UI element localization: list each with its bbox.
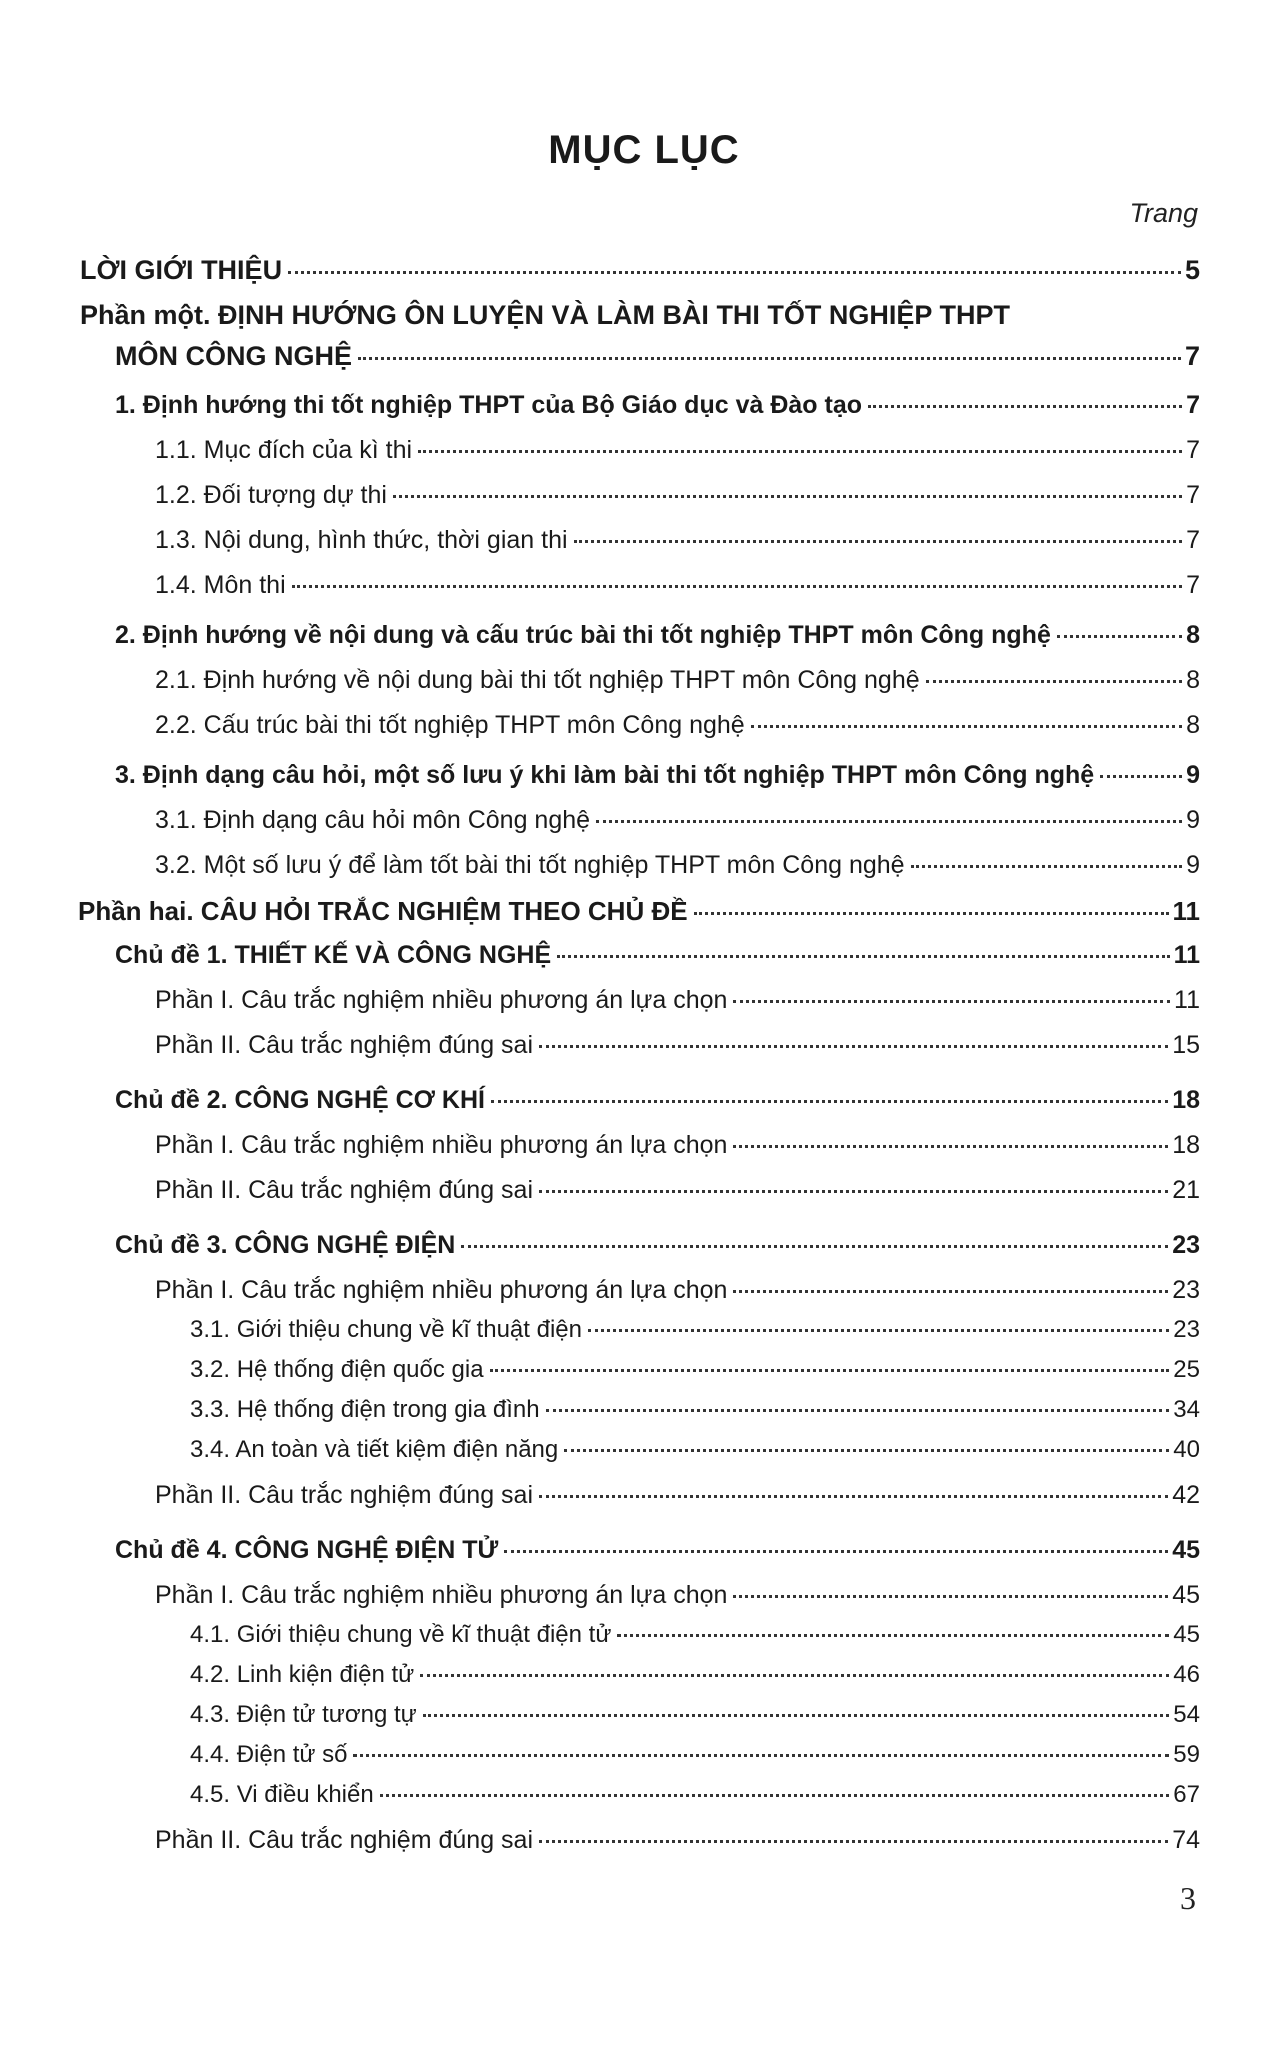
toc-entry: [115, 941, 1200, 970]
toc-entry-page: 74: [1172, 1826, 1200, 1854]
page-number: 3: [1180, 1880, 1196, 1916]
toc-entry-page: 7: [1186, 481, 1200, 509]
toc-entry-label: 3.4. An toàn và tiết kiệm điện năng: [190, 1436, 559, 1463]
toc-entry: [190, 1621, 1200, 1649]
toc-leader-dots: [733, 1595, 1168, 1598]
toc-entry: [155, 851, 1200, 880]
toc-entry: [155, 666, 1200, 695]
toc-leader-dots: [733, 1290, 1168, 1293]
toc-leader-dots: [380, 1794, 1170, 1797]
toc-entry-page: 25: [1173, 1356, 1200, 1383]
toc-entry-label: Phần I. Câu trắc nghiệm nhiều phương án lựa chọn: [155, 1131, 728, 1159]
toc-entry: [155, 1276, 1200, 1305]
toc-entry-label: 4.1. Giới thiệu chung về kĩ thuật điện tử: [190, 1621, 612, 1648]
toc-entry-page: 40: [1173, 1436, 1200, 1463]
toc-entry: [115, 761, 1200, 790]
toc-entry-page: 7: [1184, 341, 1200, 371]
toc-entry-page: 7: [1186, 526, 1200, 554]
toc-entry-page: 45: [1173, 1621, 1200, 1648]
toc-entry-page: 23: [1173, 1316, 1200, 1343]
toc-entry-label: Phần II. Câu trắc nghiệm đúng sai: [155, 1481, 534, 1509]
toc-entry-label: 3. Định dạng câu hỏi, một số lưu ý khi làm bài thi tốt nghiệp THPT môn Công nghệ: [115, 761, 1095, 789]
toc-entry-page: 45: [1172, 1581, 1200, 1609]
toc-entry-label: 3.1. Định dạng câu hỏi môn Công nghệ: [155, 806, 591, 834]
toc-leader-dots: [546, 1409, 1170, 1412]
toc-entry-label: Phần II. Câu trắc nghiệm đúng sai: [155, 1176, 534, 1204]
toc-entry-label: Phần I. Câu trắc nghiệm nhiều phương án lựa chọn: [155, 1581, 728, 1609]
toc-entry-page: 23: [1172, 1276, 1200, 1304]
toc-entry: [190, 1741, 1200, 1769]
toc-entry: [155, 571, 1200, 600]
toc-leader-dots: [491, 1100, 1168, 1103]
toc-entry: [115, 391, 1200, 420]
toc-leader-dots: [733, 1145, 1168, 1148]
toc-entry-page: 8: [1186, 621, 1200, 649]
toc-entry-label: Phần I. Câu trắc nghiệm nhiều phương án lựa chọn: [155, 986, 728, 1014]
toc-entry-label: Phần I. Câu trắc nghiệm nhiều phương án lựa chọn: [155, 1276, 728, 1304]
toc-entry-page: 11: [1173, 941, 1200, 969]
toc-entry-label: Chủ đề 1. THIẾT KẾ VÀ CÔNG NGHỆ: [115, 941, 552, 969]
toc-leader-dots: [539, 1495, 1168, 1498]
toc-leader-dots: [539, 1045, 1168, 1048]
toc-leader-dots: [926, 680, 1182, 683]
toc-entry-page: 34: [1173, 1396, 1200, 1423]
toc-entry-label: 3.2. Một số lưu ý để làm tốt bài thi tốt nghiệp THPT môn Công nghệ: [155, 851, 905, 879]
toc-entry-page: 46: [1173, 1661, 1200, 1688]
toc-entry: [190, 1356, 1200, 1384]
toc-entry-page: 7: [1186, 436, 1200, 464]
toc-leader-dots: [588, 1329, 1169, 1332]
toc-entry-page: 5: [1184, 255, 1200, 285]
toc-entry-page: 54: [1173, 1701, 1200, 1728]
toc-entry-page: 7: [1186, 391, 1200, 419]
toc-entry: [155, 711, 1200, 740]
toc-entry-page: 18: [1172, 1131, 1200, 1159]
toc-entry: [190, 1701, 1200, 1729]
toc-entry-label: 1.3. Nội dung, hình thức, thời gian thi: [155, 526, 568, 554]
toc-entry-label: Phần II. Câu trắc nghiệm đúng sai: [155, 1031, 534, 1059]
toc-entry-page: 11: [1172, 896, 1200, 926]
toc-entry: [190, 1781, 1200, 1809]
toc-entry-page: 59: [1173, 1741, 1200, 1768]
toc-leader-dots: [358, 357, 1181, 360]
toc-part-one-heading: Phần một. ĐỊNH HƯỚNG ÔN LUYỆN VÀ LÀM BÀI THI TỐT NGHIỆP THPT: [80, 300, 1010, 330]
toc-entry-page: 21: [1172, 1176, 1200, 1204]
toc-entry-label: MÔN CÔNG NGHỆ: [115, 341, 353, 371]
toc-leader-dots: [911, 865, 1183, 868]
toc-entry-page: 67: [1173, 1781, 1200, 1808]
toc-entry-label: 3.2. Hệ thống điện quốc gia: [190, 1356, 484, 1383]
toc-entry-label: Phần hai. CÂU HỎI TRẮC NGHIỆM THEO CHỦ ĐỀ: [78, 896, 688, 926]
toc-leader-dots: [596, 820, 1182, 823]
toc-leader-dots: [733, 1000, 1170, 1003]
toc-leader-dots: [868, 405, 1182, 408]
toc-entry-label: 1.2. Đối tượng dự thi: [155, 481, 387, 509]
toc-entry-label: 4.2. Linh kiện điện tử: [190, 1661, 415, 1688]
toc-entry-page: 7: [1186, 571, 1200, 599]
toc-entry-label: 4.3. Điện tử tương tự: [190, 1701, 417, 1728]
toc-leader-dots: [504, 1550, 1168, 1553]
toc-entry: [155, 1481, 1200, 1510]
toc-leader-dots: [539, 1190, 1168, 1193]
toc-entry-label: Chủ đề 4. CÔNG NGHỆ ĐIỆN TỬ: [115, 1536, 499, 1564]
toc-entry: [155, 1581, 1200, 1610]
toc-entry: [115, 1231, 1200, 1260]
toc-entry: [190, 1316, 1200, 1344]
toc-leader-dots: [617, 1634, 1169, 1637]
toc-entry-label: Chủ đề 3. CÔNG NGHỆ ĐIỆN: [115, 1231, 456, 1259]
toc-entry: [155, 1826, 1200, 1855]
toc-entry: [80, 255, 1200, 286]
toc-leader-dots: [1100, 775, 1182, 778]
toc-leader-dots: [574, 540, 1183, 543]
toc-entry-page: 9: [1186, 806, 1200, 834]
toc-leader-dots: [423, 1714, 1170, 1717]
toc-entry-label: 2.2. Cấu trúc bài thi tốt nghiệp THPT môn Công nghệ: [155, 711, 745, 739]
toc-entry-page: 9: [1186, 851, 1200, 879]
toc-entry: [115, 341, 1200, 372]
toc-entry-label: 2. Định hướng về nội dung và cấu trúc bài thi tốt nghiệp THPT môn Công nghệ: [115, 621, 1051, 649]
toc-entry: [155, 1031, 1200, 1060]
page-column-header: Trang: [1129, 198, 1198, 228]
toc-entry: [155, 1131, 1200, 1160]
toc-entry: [155, 436, 1200, 465]
toc-entry-page: 8: [1186, 666, 1200, 694]
toc-leader-dots: [557, 955, 1169, 958]
toc-entry: [155, 986, 1200, 1015]
toc-entry-page: 9: [1186, 761, 1200, 789]
toc-leader-dots: [1057, 635, 1182, 638]
toc-entry-label: LỜI GIỚI THIỆU: [80, 255, 283, 285]
toc-entry-page: 18: [1172, 1086, 1200, 1114]
toc-entry-label: 1.4. Môn thi: [155, 571, 286, 599]
toc-entry-label: 3.1. Giới thiệu chung về kĩ thuật điện: [190, 1316, 582, 1343]
toc-entry: [155, 526, 1200, 555]
toc-entry: [155, 1176, 1200, 1205]
toc-leader-dots: [292, 585, 1182, 588]
toc-leader-dots: [751, 725, 1182, 728]
toc-entry-label: Phần II. Câu trắc nghiệm đúng sai: [155, 1826, 534, 1854]
toc-leader-dots: [539, 1840, 1168, 1843]
toc-entry: [115, 621, 1200, 650]
toc-leader-dots: [288, 271, 1181, 274]
toc-leader-dots: [420, 1674, 1169, 1677]
toc-entry-label: 4.5. Vi điều khiển: [190, 1781, 374, 1808]
toc-entry-page: 11: [1174, 986, 1200, 1014]
toc-entry-label: 4.4. Điện tử số: [190, 1741, 348, 1768]
toc-entry: [155, 806, 1200, 835]
toc-entry-page: 45: [1172, 1536, 1200, 1564]
toc-leader-dots: [353, 1754, 1169, 1757]
toc-leader-dots: [694, 912, 1169, 915]
toc-entry-page: 8: [1186, 711, 1200, 739]
toc-entry-label: 2.1. Định hướng về nội dung bài thi tốt nghiệp THPT môn Công nghệ: [155, 666, 920, 694]
toc-entry-label: 1. Định hướng thi tốt nghiệp THPT của Bộ Giáo dục và Đào tạo: [115, 391, 862, 419]
toc-entry-label: 1.1. Mục đích của kì thi: [155, 436, 413, 464]
toc-entry: [155, 481, 1200, 510]
toc-entry: [115, 1086, 1200, 1115]
toc-entry-page: 15: [1172, 1031, 1200, 1059]
toc-entry: [190, 1436, 1200, 1464]
toc-entry: [115, 1536, 1200, 1565]
page-title: MỤC LỤC: [548, 128, 740, 172]
toc-leader-dots: [490, 1369, 1170, 1372]
toc-entry: [190, 1396, 1200, 1424]
toc-entry-label: 3.3. Hệ thống điện trong gia đình: [190, 1396, 540, 1423]
toc-entry-page: 23: [1172, 1231, 1200, 1259]
toc-leader-dots: [461, 1245, 1168, 1248]
toc-leader-dots: [393, 495, 1182, 498]
toc-entry-label: Chủ đề 2. CÔNG NGHỆ CƠ KHÍ: [115, 1086, 485, 1114]
toc-entry: [78, 896, 1200, 927]
toc-entry: [190, 1661, 1200, 1689]
toc-leader-dots: [418, 450, 1182, 453]
toc-entry-page: 42: [1172, 1481, 1200, 1509]
toc-leader-dots: [564, 1449, 1169, 1452]
